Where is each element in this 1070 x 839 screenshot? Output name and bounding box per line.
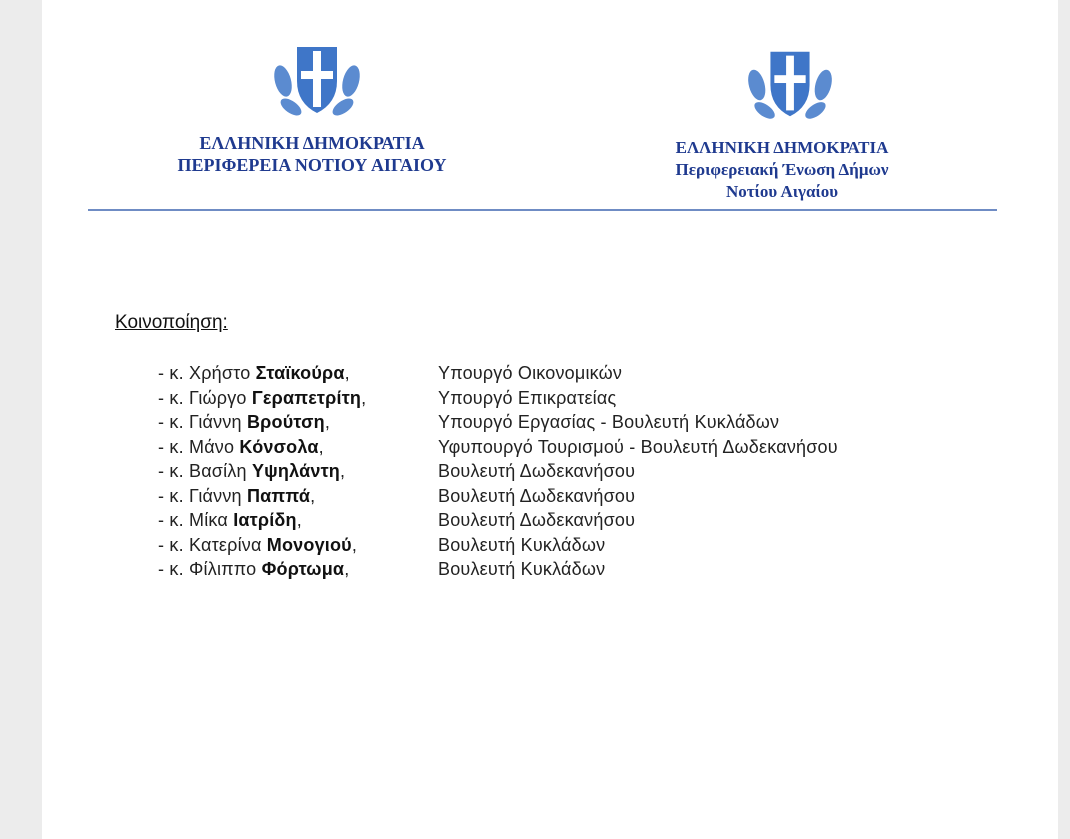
recipient-name <box>158 437 324 458</box>
recipient-prefix: - κ. Χρήστο <box>158 363 251 383</box>
header-divider <box>88 209 997 211</box>
recipient-name <box>158 486 315 507</box>
recipient-prefix: - κ. Βασίλη <box>158 461 247 481</box>
recipient-separator: , <box>344 559 350 579</box>
header-right-line3: Νοτίου Αιγαίου <box>725 182 839 201</box>
cc-title: Κοινοποίηση: <box>115 312 228 333</box>
recipient-separator: , <box>361 387 367 408</box>
header-left-line1: ΕΛΛΗΝΙΚΗ ΔΗΜΟΚΡΑΤΙΑ <box>199 133 425 153</box>
document-page <box>42 0 1058 839</box>
recipient-surname: Ιατρίδη <box>233 510 297 530</box>
recipient-row <box>158 437 998 462</box>
coat-of-arms-icon <box>745 44 835 124</box>
recipient-role: Βουλευτή Κυκλάδων <box>438 559 606 579</box>
recipient-row <box>158 388 998 413</box>
recipient-surname: Υψηλάντη <box>251 461 340 481</box>
recipient-role: Βουλευτή Κυκλάδων <box>438 534 606 555</box>
recipient-separator: , <box>310 485 316 506</box>
recipient-name <box>158 388 366 409</box>
recipient-name <box>158 559 349 580</box>
header-left-line2: ΠΕΡΙΦΕΡΕΙΑ ΝΟΤΙΟΥ ΑΙΓΑΙΟΥ <box>177 155 447 175</box>
recipient-role: Βουλευτή Δωδεκανήσου <box>438 485 636 506</box>
header-right-line1: ΕΛΛΗΝΙΚΗ ΔΗΜΟΚΡΑΤΙΑ <box>675 138 889 157</box>
recipient-prefix: - κ. Μίκα <box>158 510 228 530</box>
recipient-row <box>158 510 998 535</box>
recipient-separator: , <box>351 534 358 555</box>
recipient-name <box>158 412 330 433</box>
recipient-surname: Παππά <box>246 485 311 506</box>
recipient-prefix: - κ. Μάνο <box>158 436 235 457</box>
recipient-list <box>158 363 998 584</box>
recipient-row <box>158 559 998 584</box>
recipient-prefix: - κ. Γιάννη <box>158 412 242 432</box>
recipient-surname: Φόρτωμα <box>261 559 345 579</box>
recipient-name <box>158 510 302 531</box>
recipient-surname: Γεραπετρίτη <box>251 387 362 408</box>
recipient-row <box>158 363 998 388</box>
recipient-role: Βουλευτή Δωδεκανήσου <box>438 510 636 530</box>
recipient-separator: , <box>324 412 331 432</box>
recipient-role: Υπουργό Οικονομικών <box>438 363 623 383</box>
recipient-role: Υφυπουργό Τουρισμού - Βουλευτή Δωδεκανήσου <box>438 436 838 457</box>
recipient-separator: , <box>344 363 350 383</box>
recipient-name <box>158 363 350 384</box>
recipient-separator: , <box>318 436 324 457</box>
recipient-role: Βουλευτή Δωδεκανήσου <box>438 461 636 481</box>
recipient-row <box>158 535 998 560</box>
recipient-row <box>158 412 998 437</box>
recipient-role: Υπουργό Επικρατείας <box>438 387 617 408</box>
recipient-name <box>158 461 345 482</box>
recipient-surname: Βρούτση <box>246 412 325 432</box>
recipient-separator: , <box>340 461 346 481</box>
recipient-prefix: - κ. Φίλιππο <box>158 559 257 579</box>
header-left <box>152 132 472 176</box>
recipient-name <box>158 535 357 556</box>
recipient-surname: Σταϊκούρα <box>255 363 345 383</box>
recipient-prefix: - κ. Γιώργο <box>158 387 247 408</box>
coat-of-arms-icon <box>271 41 363 119</box>
recipient-role: Υπουργό Εργασίας - Βουλευτή Κυκλάδων <box>438 412 780 432</box>
recipient-surname: Μονογιού <box>266 534 352 555</box>
recipient-row <box>158 461 998 486</box>
recipient-prefix: - κ. Γιάννη <box>158 485 242 506</box>
header-right <box>642 137 922 203</box>
recipient-prefix: - κ. Κατερίνα <box>158 534 262 555</box>
recipient-separator: , <box>296 510 302 530</box>
recipient-row <box>158 486 998 511</box>
header-right-line2: Περιφερειακή Ένωση Δήμων <box>675 160 889 179</box>
recipient-surname: Κόνσολα <box>239 436 319 457</box>
